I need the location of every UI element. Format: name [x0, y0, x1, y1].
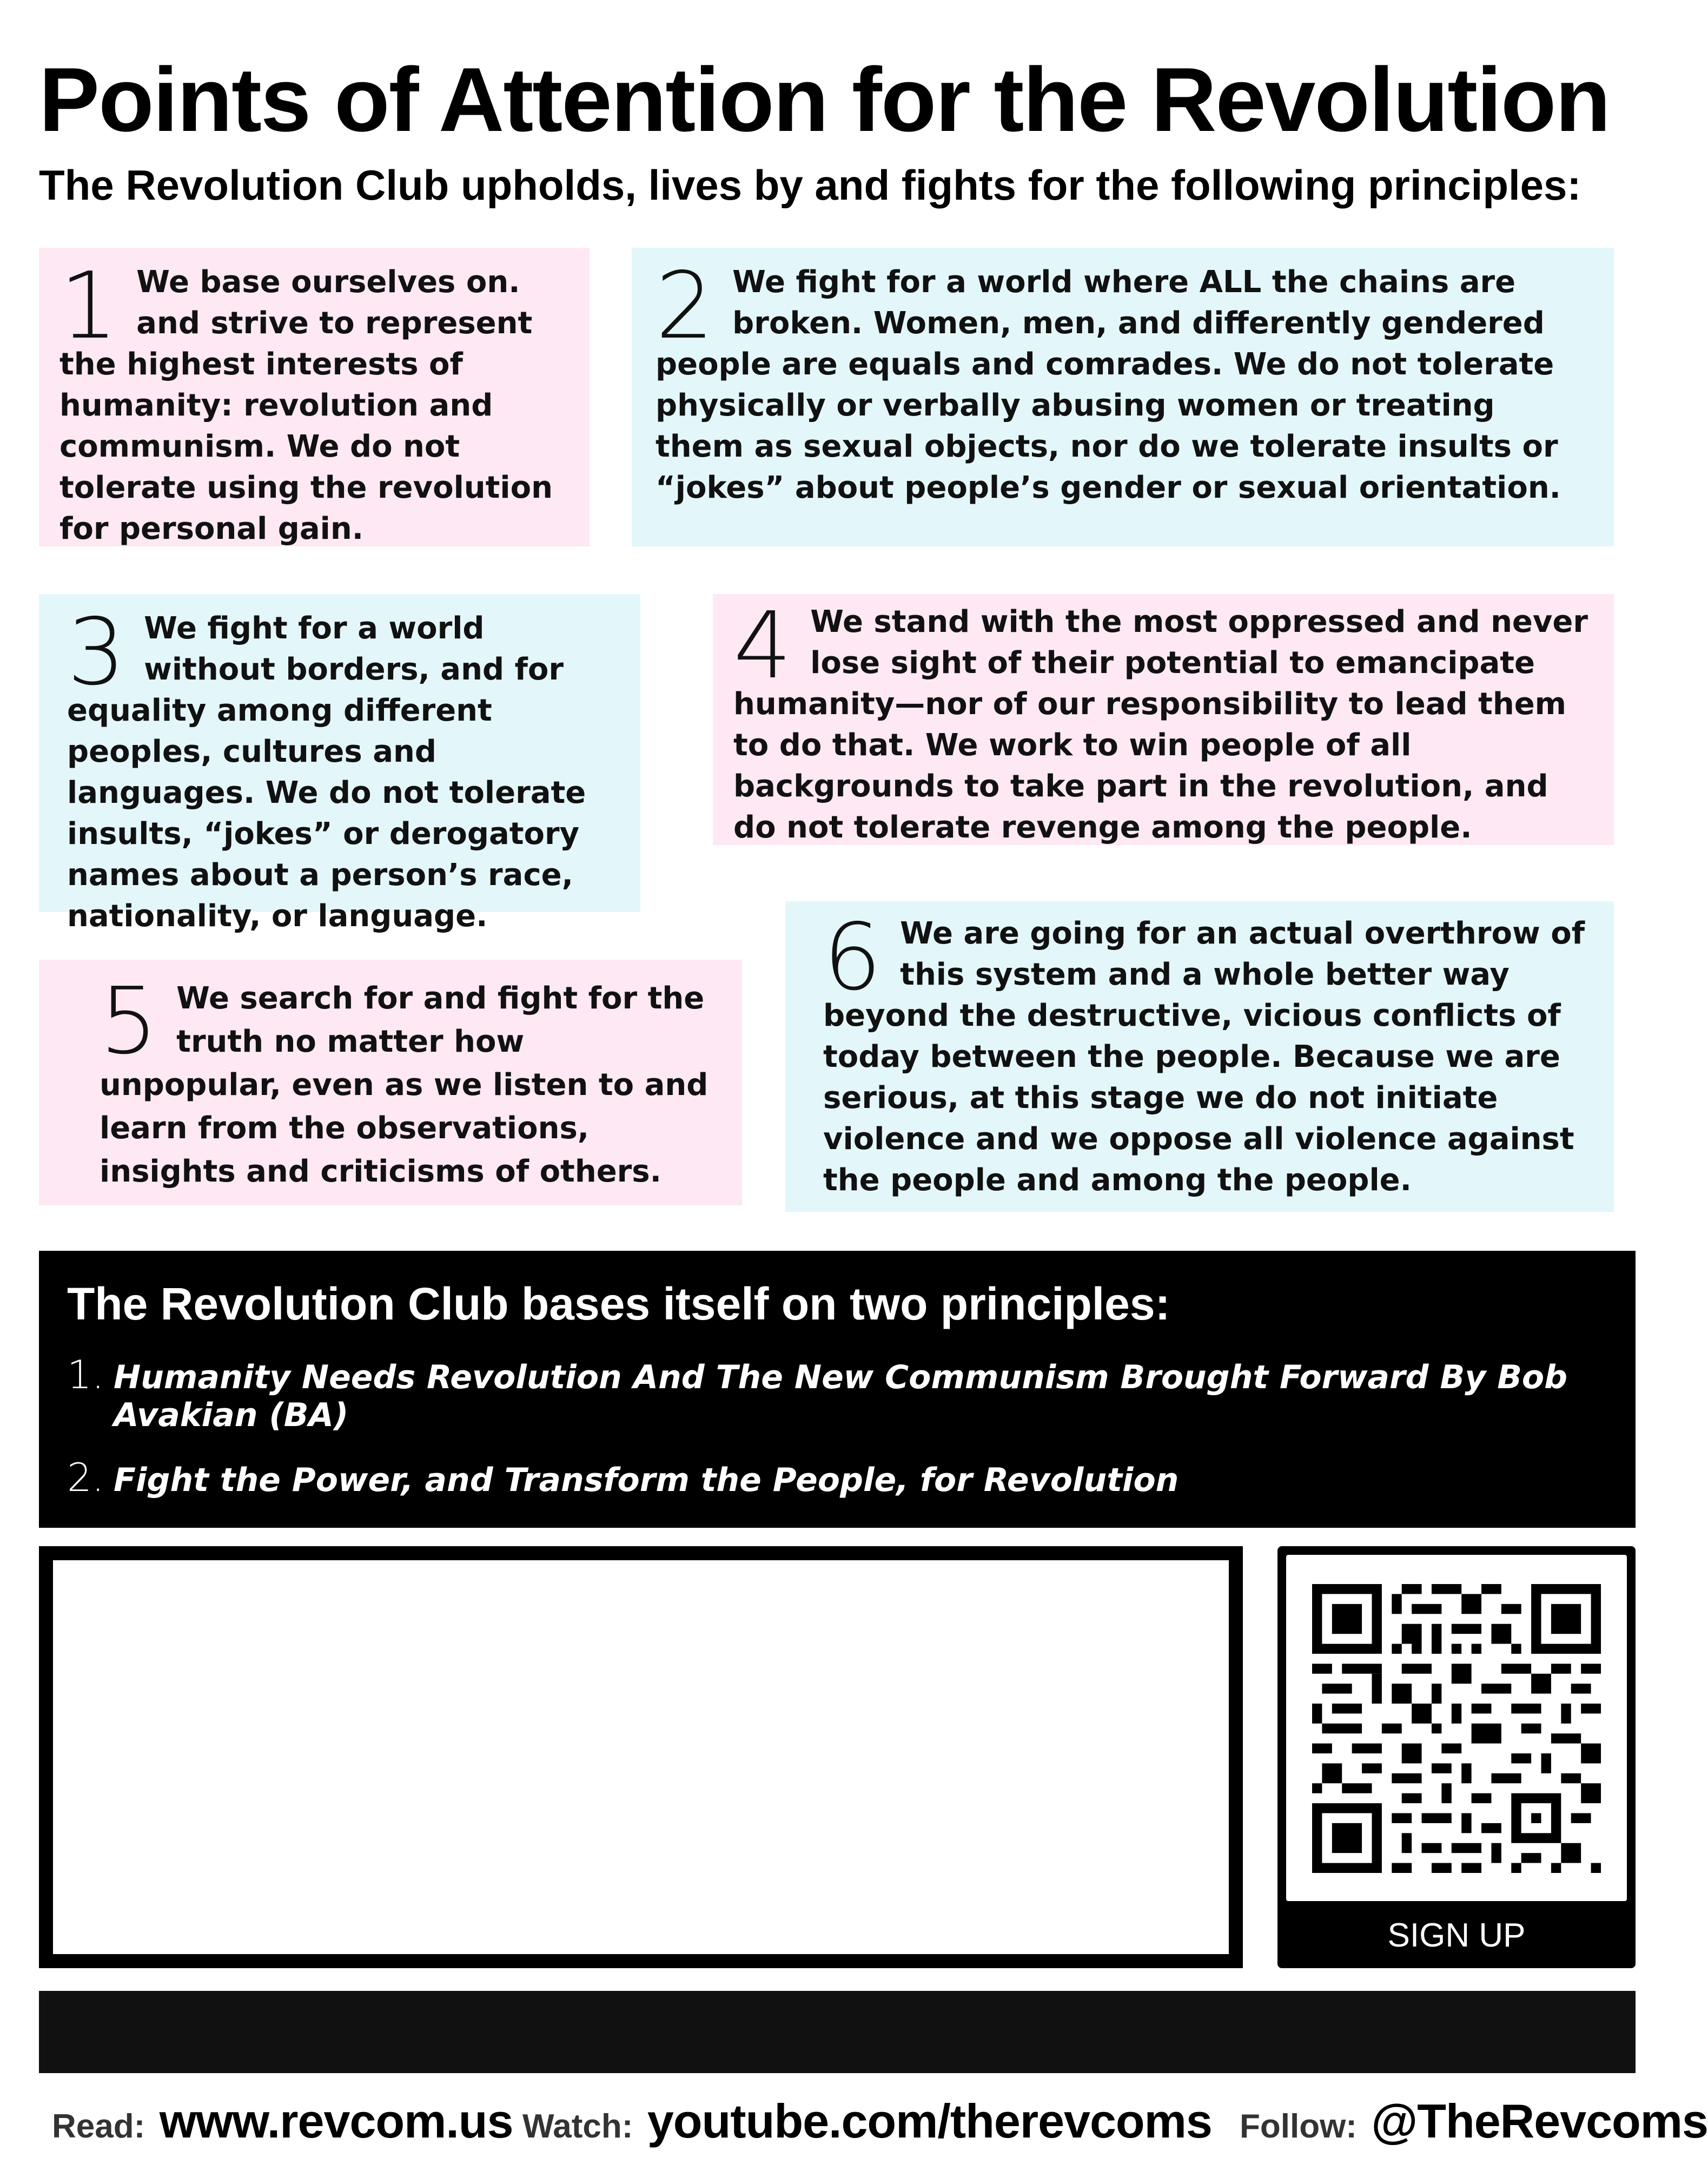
- footer-follow: [1240, 2094, 1708, 2149]
- qr-frame: [1286, 1555, 1627, 1901]
- point-6-number: 6: [823, 904, 882, 1011]
- page-subtitle: The Revolution Club upholds, lives by and fights for the following principles:: [39, 161, 1581, 209]
- point-5-number: 5: [100, 968, 158, 1075]
- point-5-text: We search for and fight for the truth no matter how unpopular, even as we listen to and learn from the observations, insights and criticisms of others.: [100, 981, 709, 1189]
- point-1-text: We base ourselves on. and strive to represent the highest interests of humanity: revolution and communism. We do not tolerate using the revolution for personal gain.: [59, 265, 553, 546]
- principle-text: Fight the Power, and Transform the People, for Revolution: [114, 1461, 1179, 1499]
- footer-read-link[interactable]: www.revcom.us: [159, 2094, 513, 2148]
- point-6-text: We are going for an actual overthrow of this system and a whole better way beyond the destructive, vicious conflicts of today between the people. Because we are serious, at this stage we do not initiate violence and we oppose all violence against the people and among the people.: [823, 916, 1585, 1198]
- signup-label[interactable]: SIGN UP: [1387, 1917, 1526, 1954]
- point-3-number: 3: [67, 599, 126, 706]
- principles-panel: [39, 1251, 1636, 1528]
- point-5-box: [39, 960, 742, 1205]
- point-3-box: [39, 594, 640, 934]
- signup-qr-panel[interactable]: [1277, 1546, 1636, 1968]
- principles-heading: The Revolution Club bases itself on two principles:: [67, 1278, 1170, 1329]
- page-title: Points of Attention for the Revolution: [39, 49, 1610, 150]
- point-4-number: 4: [733, 592, 792, 700]
- footer-read: [52, 2094, 513, 2149]
- footer-watch: [522, 2094, 1212, 2149]
- point-2-number: 2: [656, 253, 714, 360]
- principle-text: Humanity Needs Revolution And The New Communism Brought Forward By Bob Avakian (BA): [114, 1358, 1568, 1434]
- point-2-text: We fight for a world where ALL the chains are broken. Women, men, and differently gendered people are equals and comrades. We do not tolerate physically or verbally abusing women or treating them as sexual objects, nor do we tolerate insults or “jokes” about people’s gender or sexual orientation.: [656, 265, 1561, 505]
- principles-list: [67, 1352, 1607, 1500]
- point-1-box: [39, 248, 590, 546]
- qr-code-icon[interactable]: [1312, 1584, 1601, 1873]
- principle-index: 2.: [67, 1454, 104, 1500]
- principle-item: [67, 1352, 1607, 1434]
- footer-links: [0, 2094, 1708, 2153]
- footer-follow-link[interactable]: @TheRevcoms: [1371, 2094, 1708, 2148]
- footer-read-label: Read:: [52, 2108, 145, 2145]
- point-6-box: [785, 901, 1614, 1212]
- blank-stamp-area: [39, 1546, 1243, 1968]
- point-1-number: 1: [59, 253, 118, 360]
- point-4-text: We stand with the most oppressed and never lose sight of their potential to emancipate humanity—nor of our responsibility to lead them to do that. We work to win people of all backgrounds to take part in the revolution, and do not tolerate revenge among the people.: [733, 604, 1588, 845]
- principle-index: 1.: [67, 1351, 104, 1397]
- footer-follow-label: Follow:: [1240, 2108, 1357, 2145]
- footer-watch-label: Watch:: [522, 2108, 633, 2145]
- point-2-box: [632, 248, 1614, 546]
- principle-item: [67, 1455, 1607, 1500]
- footer-banner: [39, 1991, 1636, 2073]
- point-4-box: [713, 594, 1614, 845]
- footer-watch-link[interactable]: youtube.com/therevcoms: [647, 2094, 1212, 2148]
- point-3-text: We fight for a world without borders, and for equality among different peoples, cultures and languages. We do not tolerate insults, “jokes” or derogatory names about a person’s race, nationality, or language.: [67, 611, 586, 934]
